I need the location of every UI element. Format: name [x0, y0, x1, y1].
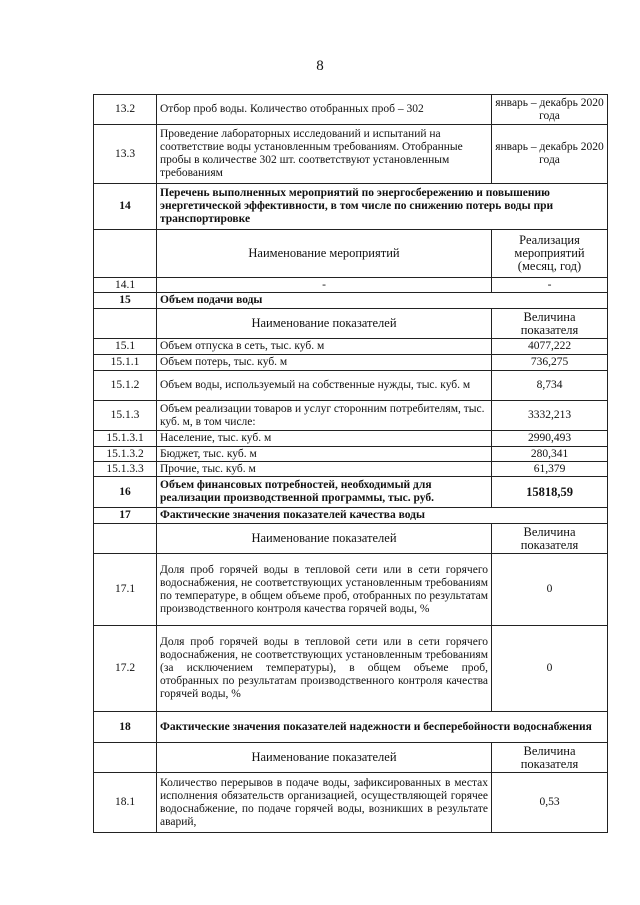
row-value: 3332,213 — [492, 401, 608, 431]
row-number: 18.1 — [94, 773, 157, 833]
table-row — [94, 626, 608, 712]
row-value: 4077,222 — [492, 339, 608, 355]
row-text: Проведение лабораторных исследований и испытаний на соответствие воды установленным требованиям. Отобранные пробы в количестве 302 шт. соответствуют установленным требованиям — [157, 125, 492, 184]
column-header-value: Реализация мероприятий (месяц, год) — [492, 230, 608, 278]
row-value: 15818,59 — [492, 477, 608, 508]
column-header-name: Наименование показателей — [157, 743, 492, 773]
row-number: 17.2 — [94, 626, 157, 712]
row-number: 15.1.3 — [94, 401, 157, 431]
table-row — [94, 355, 608, 371]
column-header-name: Наименование показателей — [157, 524, 492, 554]
row-text: Объем потерь, тыс. куб. м — [157, 355, 492, 371]
page-number: 8 — [316, 58, 324, 74]
row-number: 13.3 — [94, 125, 157, 184]
section-title: Перечень выполненных мероприятий по энергосбережению и повышению энергетической эффективности, в том числе по снижению потерь воды при транспортировке — [157, 184, 608, 230]
row-number: 15.1.3.2 — [94, 447, 157, 462]
column-header-row — [94, 309, 608, 339]
program-table — [93, 94, 608, 833]
section-row — [94, 184, 608, 230]
row-text: Бюджет, тыс. куб. м — [157, 447, 492, 462]
section-title: Объем подачи воды — [157, 293, 608, 309]
row-number: 15.1 — [94, 339, 157, 355]
row-number: 15.1.3.1 — [94, 431, 157, 447]
row-text: - — [157, 278, 492, 293]
row-text: Доля проб горячей воды в тепловой сети или в сети горячего водоснабжения, не соответствующих установленным требованиям (за исключением температуры), в общем объеме проб, отобранных по результатам производственного контроля качества горячей воды, % — [157, 626, 492, 712]
row-value: 0 — [492, 554, 608, 626]
table-row — [94, 554, 608, 626]
row-number: 15.1.1 — [94, 355, 157, 371]
column-header-row — [94, 743, 608, 773]
section-row — [94, 712, 608, 743]
table-row — [94, 339, 608, 355]
table-row — [94, 462, 608, 477]
section-title: Объем финансовых потребностей, необходимый для реализации производственной программы, тыс. руб. — [157, 477, 492, 508]
table-row — [94, 95, 608, 125]
column-header-value: Величина показателя — [492, 309, 608, 339]
row-number: 15.1.2 — [94, 371, 157, 401]
row-text: Доля проб горячей воды в тепловой сети или в сети горячего водоснабжения, не соответствующих установленным требованиям по температуре, в общем объеме проб, отобранных по результатам производственного контроля качества горячей воды, % — [157, 554, 492, 626]
column-header-row — [94, 230, 608, 278]
table-row — [94, 447, 608, 462]
row-number: 15.1.3.3 — [94, 462, 157, 477]
section-number: 14 — [94, 184, 157, 230]
table-row — [94, 371, 608, 401]
section-number: 15 — [94, 293, 157, 309]
row-value: 8,734 — [492, 371, 608, 401]
row-text: Население, тыс. куб. м — [157, 431, 492, 447]
section-row — [94, 477, 608, 508]
row-value: 0,53 — [492, 773, 608, 833]
table-row — [94, 125, 608, 184]
row-value: 61,379 — [492, 462, 608, 477]
table-row — [94, 401, 608, 431]
row-text: Прочие, тыс. куб. м — [157, 462, 492, 477]
section-title: Фактические значения показателей качества воды — [157, 508, 608, 524]
row-text: Объем реализации товаров и услуг сторонним потребителям, тыс. куб. м, в том числе: — [157, 401, 492, 431]
column-header-row — [94, 524, 608, 554]
row-number: 14.1 — [94, 278, 157, 293]
table-row — [94, 431, 608, 447]
table-row — [94, 773, 608, 833]
section-row — [94, 293, 608, 309]
row-text: Объем отпуска в сеть, тыс. куб. м — [157, 339, 492, 355]
section-row — [94, 508, 608, 524]
column-header-name: Наименование показателей — [157, 309, 492, 339]
row-text: Объем воды, используемый на собственные нужды, тыс. куб. м — [157, 371, 492, 401]
section-number: 16 — [94, 477, 157, 508]
row-value: 736,275 — [492, 355, 608, 371]
column-header-value: Величина показателя — [492, 524, 608, 554]
row-number: 13.2 — [94, 95, 157, 125]
row-text: Отбор проб воды. Количество отобранных проб – 302 — [157, 95, 492, 125]
row-period: январь – декабрь 2020 года — [492, 125, 608, 184]
column-header-name: Наименование мероприятий — [157, 230, 492, 278]
row-value: 280,341 — [492, 447, 608, 462]
row-period: январь – декабрь 2020 года — [492, 95, 608, 125]
section-number: 18 — [94, 712, 157, 743]
row-value: - — [492, 278, 608, 293]
row-text: Количество перерывов в подаче воды, зафиксированных в местах исполнения обязательств организацией, осуществляющей горячее водоснабжение, по подаче горячей воды, возникших в результате аварий, — [157, 773, 492, 833]
row-value: 0 — [492, 626, 608, 712]
row-value: 2990,493 — [492, 431, 608, 447]
column-header-value: Величина показателя — [492, 743, 608, 773]
table-row — [94, 278, 608, 293]
section-title: Фактические значения показателей надежности и бесперебойности водоснабжения — [157, 712, 608, 743]
row-number: 17.1 — [94, 554, 157, 626]
section-number: 17 — [94, 508, 157, 524]
